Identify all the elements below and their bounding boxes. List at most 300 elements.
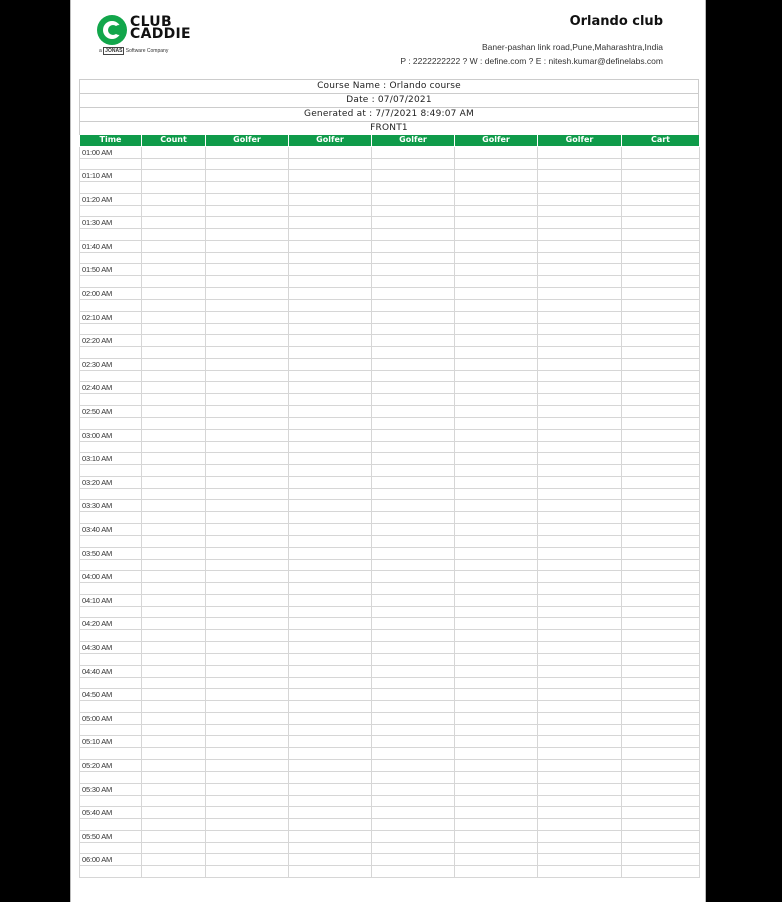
empty-cell [622,429,700,441]
empty-cell [372,382,455,394]
empty-cell [206,476,289,488]
empty-cell [455,689,538,701]
empty-cell [289,795,372,807]
empty-cell [142,406,206,418]
empty-cell [142,783,206,795]
empty-cell [142,630,206,642]
time-cell: 03:10 AM [80,453,142,465]
empty-cell [455,571,538,583]
empty-cell [80,677,142,689]
empty-cell [538,724,622,736]
club-contact: P : 2222222222 ? W : define.com ? E : nitesh.kumar@definelabs.com [400,56,663,66]
table-row [80,771,700,783]
empty-cell [455,795,538,807]
empty-cell [372,748,455,760]
empty-cell [372,264,455,276]
table-row [80,665,700,677]
empty-cell [622,158,700,170]
empty-cell [142,524,206,536]
empty-cell [372,217,455,229]
empty-cell [455,170,538,182]
empty-cell [538,476,622,488]
empty-cell [372,476,455,488]
table-row [80,641,700,653]
time-cell: 04:50 AM [80,689,142,701]
empty-cell [538,347,622,359]
empty-cell [289,536,372,548]
empty-cell [455,205,538,217]
empty-cell [622,240,700,252]
empty-cell [289,618,372,630]
table-row [80,182,700,194]
report-date: Date : 07/07/2021 [79,93,699,107]
table-row [80,594,700,606]
empty-cell [289,429,372,441]
empty-cell [622,807,700,819]
empty-cell [372,418,455,430]
empty-cell [622,476,700,488]
empty-cell [455,335,538,347]
empty-cell [372,819,455,831]
empty-cell [142,866,206,878]
empty-cell [622,677,700,689]
table-row [80,677,700,689]
empty-cell [455,536,538,548]
empty-cell [372,571,455,583]
empty-cell [206,583,289,595]
empty-cell [455,724,538,736]
empty-cell [289,748,372,760]
empty-cell [372,276,455,288]
empty-cell [206,418,289,430]
table-row [80,300,700,312]
empty-cell [206,441,289,453]
empty-cell [206,358,289,370]
empty-cell [622,712,700,724]
table-row [80,146,700,158]
time-cell: 05:00 AM [80,712,142,724]
empty-cell [538,571,622,583]
empty-cell [622,606,700,618]
empty-cell [206,240,289,252]
empty-cell [80,182,142,194]
empty-cell [538,795,622,807]
empty-cell [455,866,538,878]
empty-cell [80,394,142,406]
empty-cell [538,618,622,630]
empty-cell [206,571,289,583]
empty-cell [289,335,372,347]
empty-cell [289,854,372,866]
empty-cell [538,559,622,571]
table-header-row [80,135,700,146]
empty-cell [372,205,455,217]
empty-cell [372,830,455,842]
empty-cell [289,394,372,406]
empty-cell [455,323,538,335]
empty-cell [289,288,372,300]
empty-cell [372,641,455,653]
empty-cell [455,182,538,194]
time-cell: 01:20 AM [80,193,142,205]
club-caddie-logo [97,15,207,55]
empty-cell [455,288,538,300]
empty-cell [538,182,622,194]
time-cell: 04:40 AM [80,665,142,677]
empty-cell [206,724,289,736]
empty-cell [455,476,538,488]
empty-cell [142,559,206,571]
empty-cell [289,465,372,477]
empty-cell [142,712,206,724]
empty-cell [372,441,455,453]
empty-cell [538,488,622,500]
time-cell: 01:00 AM [80,146,142,158]
empty-cell [142,748,206,760]
empty-cell [80,441,142,453]
club-address: Baner-pashan link road,Pune,Maharashtra,India [482,42,663,52]
table-row [80,842,700,854]
empty-cell [289,524,372,536]
empty-cell [538,229,622,241]
empty-cell [372,771,455,783]
empty-cell [206,771,289,783]
time-cell: 05:20 AM [80,759,142,771]
table-row [80,240,700,252]
empty-cell [455,500,538,512]
empty-cell [142,311,206,323]
table-row [80,830,700,842]
logo-line1: CLUB [130,14,172,30]
empty-cell [80,252,142,264]
empty-cell [80,724,142,736]
empty-cell [372,842,455,854]
empty-cell [206,512,289,524]
empty-cell [372,182,455,194]
empty-cell [289,441,372,453]
empty-cell [538,382,622,394]
empty-cell [206,347,289,359]
empty-cell [142,571,206,583]
empty-cell [289,229,372,241]
empty-cell [372,795,455,807]
empty-cell [622,453,700,465]
empty-cell [142,665,206,677]
empty-cell [372,724,455,736]
empty-cell [372,677,455,689]
table-row [80,712,700,724]
empty-cell [142,441,206,453]
empty-cell [372,323,455,335]
empty-cell [622,524,700,536]
table-row [80,630,700,642]
column-header-count: Count [142,135,206,146]
column-header-cart: Cart [622,135,700,146]
empty-cell [455,842,538,854]
empty-cell [372,229,455,241]
empty-cell [622,771,700,783]
empty-cell [455,665,538,677]
empty-cell [142,418,206,430]
empty-cell [455,429,538,441]
empty-cell [622,288,700,300]
empty-cell [622,252,700,264]
empty-cell [206,229,289,241]
empty-cell [289,217,372,229]
empty-cell [372,736,455,748]
table-row [80,618,700,630]
empty-cell [538,288,622,300]
table-row [80,724,700,736]
empty-cell [142,217,206,229]
empty-cell [142,182,206,194]
empty-cell [80,606,142,618]
empty-cell [622,347,700,359]
empty-cell [206,382,289,394]
empty-cell [289,205,372,217]
empty-cell [622,665,700,677]
empty-cell [372,653,455,665]
empty-cell [538,665,622,677]
empty-cell [289,842,372,854]
empty-cell [538,653,622,665]
empty-cell [622,653,700,665]
table-row [80,311,700,323]
time-cell: 04:20 AM [80,618,142,630]
empty-cell [455,217,538,229]
empty-cell [142,689,206,701]
empty-cell [80,229,142,241]
empty-cell [142,193,206,205]
empty-cell [538,276,622,288]
table-row [80,606,700,618]
course-name: Course Name : Orlando course [79,79,699,93]
empty-cell [142,288,206,300]
empty-cell [372,240,455,252]
empty-cell [372,488,455,500]
empty-cell [80,795,142,807]
empty-cell [538,453,622,465]
empty-cell [622,866,700,878]
empty-cell [206,205,289,217]
table-row [80,488,700,500]
empty-cell [372,783,455,795]
empty-cell [80,205,142,217]
empty-cell [455,193,538,205]
empty-cell [206,665,289,677]
empty-cell [372,606,455,618]
table-row [80,453,700,465]
time-cell: 01:50 AM [80,264,142,276]
empty-cell [289,453,372,465]
empty-cell [538,606,622,618]
empty-cell [455,311,538,323]
empty-cell [455,630,538,642]
empty-cell [142,347,206,359]
empty-cell [622,594,700,606]
empty-cell [289,594,372,606]
empty-cell [142,547,206,559]
logo-icon [97,15,127,45]
empty-cell [622,311,700,323]
empty-cell [289,418,372,430]
empty-cell [372,618,455,630]
empty-cell [142,370,206,382]
empty-cell [206,559,289,571]
empty-cell [622,300,700,312]
time-cell: 04:10 AM [80,594,142,606]
table-row [80,429,700,441]
empty-cell [142,854,206,866]
empty-cell [206,170,289,182]
time-cell: 05:10 AM [80,736,142,748]
empty-cell [455,830,538,842]
tee-sheet-table [79,135,700,878]
empty-cell [372,630,455,642]
empty-cell [80,583,142,595]
empty-cell [622,264,700,276]
empty-cell [538,217,622,229]
table-row [80,170,700,182]
empty-cell [142,807,206,819]
time-cell: 03:40 AM [80,524,142,536]
empty-cell [289,182,372,194]
empty-cell [455,358,538,370]
empty-cell [206,594,289,606]
empty-cell [538,783,622,795]
empty-cell [289,665,372,677]
table-row [80,736,700,748]
empty-cell [622,819,700,831]
empty-cell [622,795,700,807]
table-row [80,748,700,760]
empty-cell [372,854,455,866]
empty-cell [622,536,700,548]
empty-cell [538,394,622,406]
empty-cell [206,736,289,748]
empty-cell [372,300,455,312]
empty-cell [455,736,538,748]
table-row [80,512,700,524]
empty-cell [538,736,622,748]
empty-cell [142,300,206,312]
empty-cell [142,701,206,713]
empty-cell [455,819,538,831]
empty-cell [455,748,538,760]
empty-cell [622,724,700,736]
table-row [80,583,700,595]
empty-cell [206,854,289,866]
empty-cell [455,759,538,771]
table-row [80,795,700,807]
table-row [80,264,700,276]
empty-cell [80,370,142,382]
empty-cell [206,783,289,795]
empty-cell [142,594,206,606]
empty-cell [289,630,372,642]
empty-cell [538,536,622,548]
empty-cell [538,429,622,441]
empty-cell [538,677,622,689]
empty-cell [538,594,622,606]
empty-cell [372,347,455,359]
empty-cell [142,795,206,807]
empty-cell [142,500,206,512]
empty-cell [206,370,289,382]
empty-cell [455,524,538,536]
empty-cell [372,547,455,559]
empty-cell [289,807,372,819]
table-row [80,370,700,382]
empty-cell [455,453,538,465]
empty-cell [372,701,455,713]
empty-cell [455,394,538,406]
column-header-time: Time [80,135,142,146]
empty-cell [538,842,622,854]
empty-cell [538,252,622,264]
empty-cell [372,807,455,819]
empty-cell [206,618,289,630]
empty-cell [289,689,372,701]
empty-cell [142,465,206,477]
empty-cell [538,335,622,347]
empty-cell [538,771,622,783]
table-row [80,217,700,229]
empty-cell [289,382,372,394]
empty-cell [142,358,206,370]
empty-cell [289,736,372,748]
empty-cell [455,712,538,724]
empty-cell [206,182,289,194]
empty-cell [538,866,622,878]
table-row [80,394,700,406]
empty-cell [372,665,455,677]
empty-cell [206,335,289,347]
empty-cell [538,146,622,158]
empty-cell [80,819,142,831]
empty-cell [372,394,455,406]
empty-cell [372,193,455,205]
empty-cell [80,842,142,854]
empty-cell [289,771,372,783]
empty-cell [289,830,372,842]
empty-cell [538,170,622,182]
empty-cell [455,441,538,453]
empty-cell [289,347,372,359]
empty-cell [206,807,289,819]
empty-cell [622,170,700,182]
empty-cell [142,724,206,736]
table-body [80,146,700,877]
empty-cell [455,347,538,359]
empty-cell [289,819,372,831]
empty-cell [622,229,700,241]
empty-cell [622,335,700,347]
empty-cell [142,736,206,748]
empty-cell [372,524,455,536]
empty-cell [538,583,622,595]
empty-cell [289,264,372,276]
empty-cell [142,583,206,595]
empty-cell [142,252,206,264]
empty-cell [622,748,700,760]
empty-cell [206,465,289,477]
empty-cell [142,653,206,665]
column-header-golfer: Golfer [455,135,538,146]
empty-cell [372,866,455,878]
empty-cell [538,465,622,477]
time-cell: 02:40 AM [80,382,142,394]
